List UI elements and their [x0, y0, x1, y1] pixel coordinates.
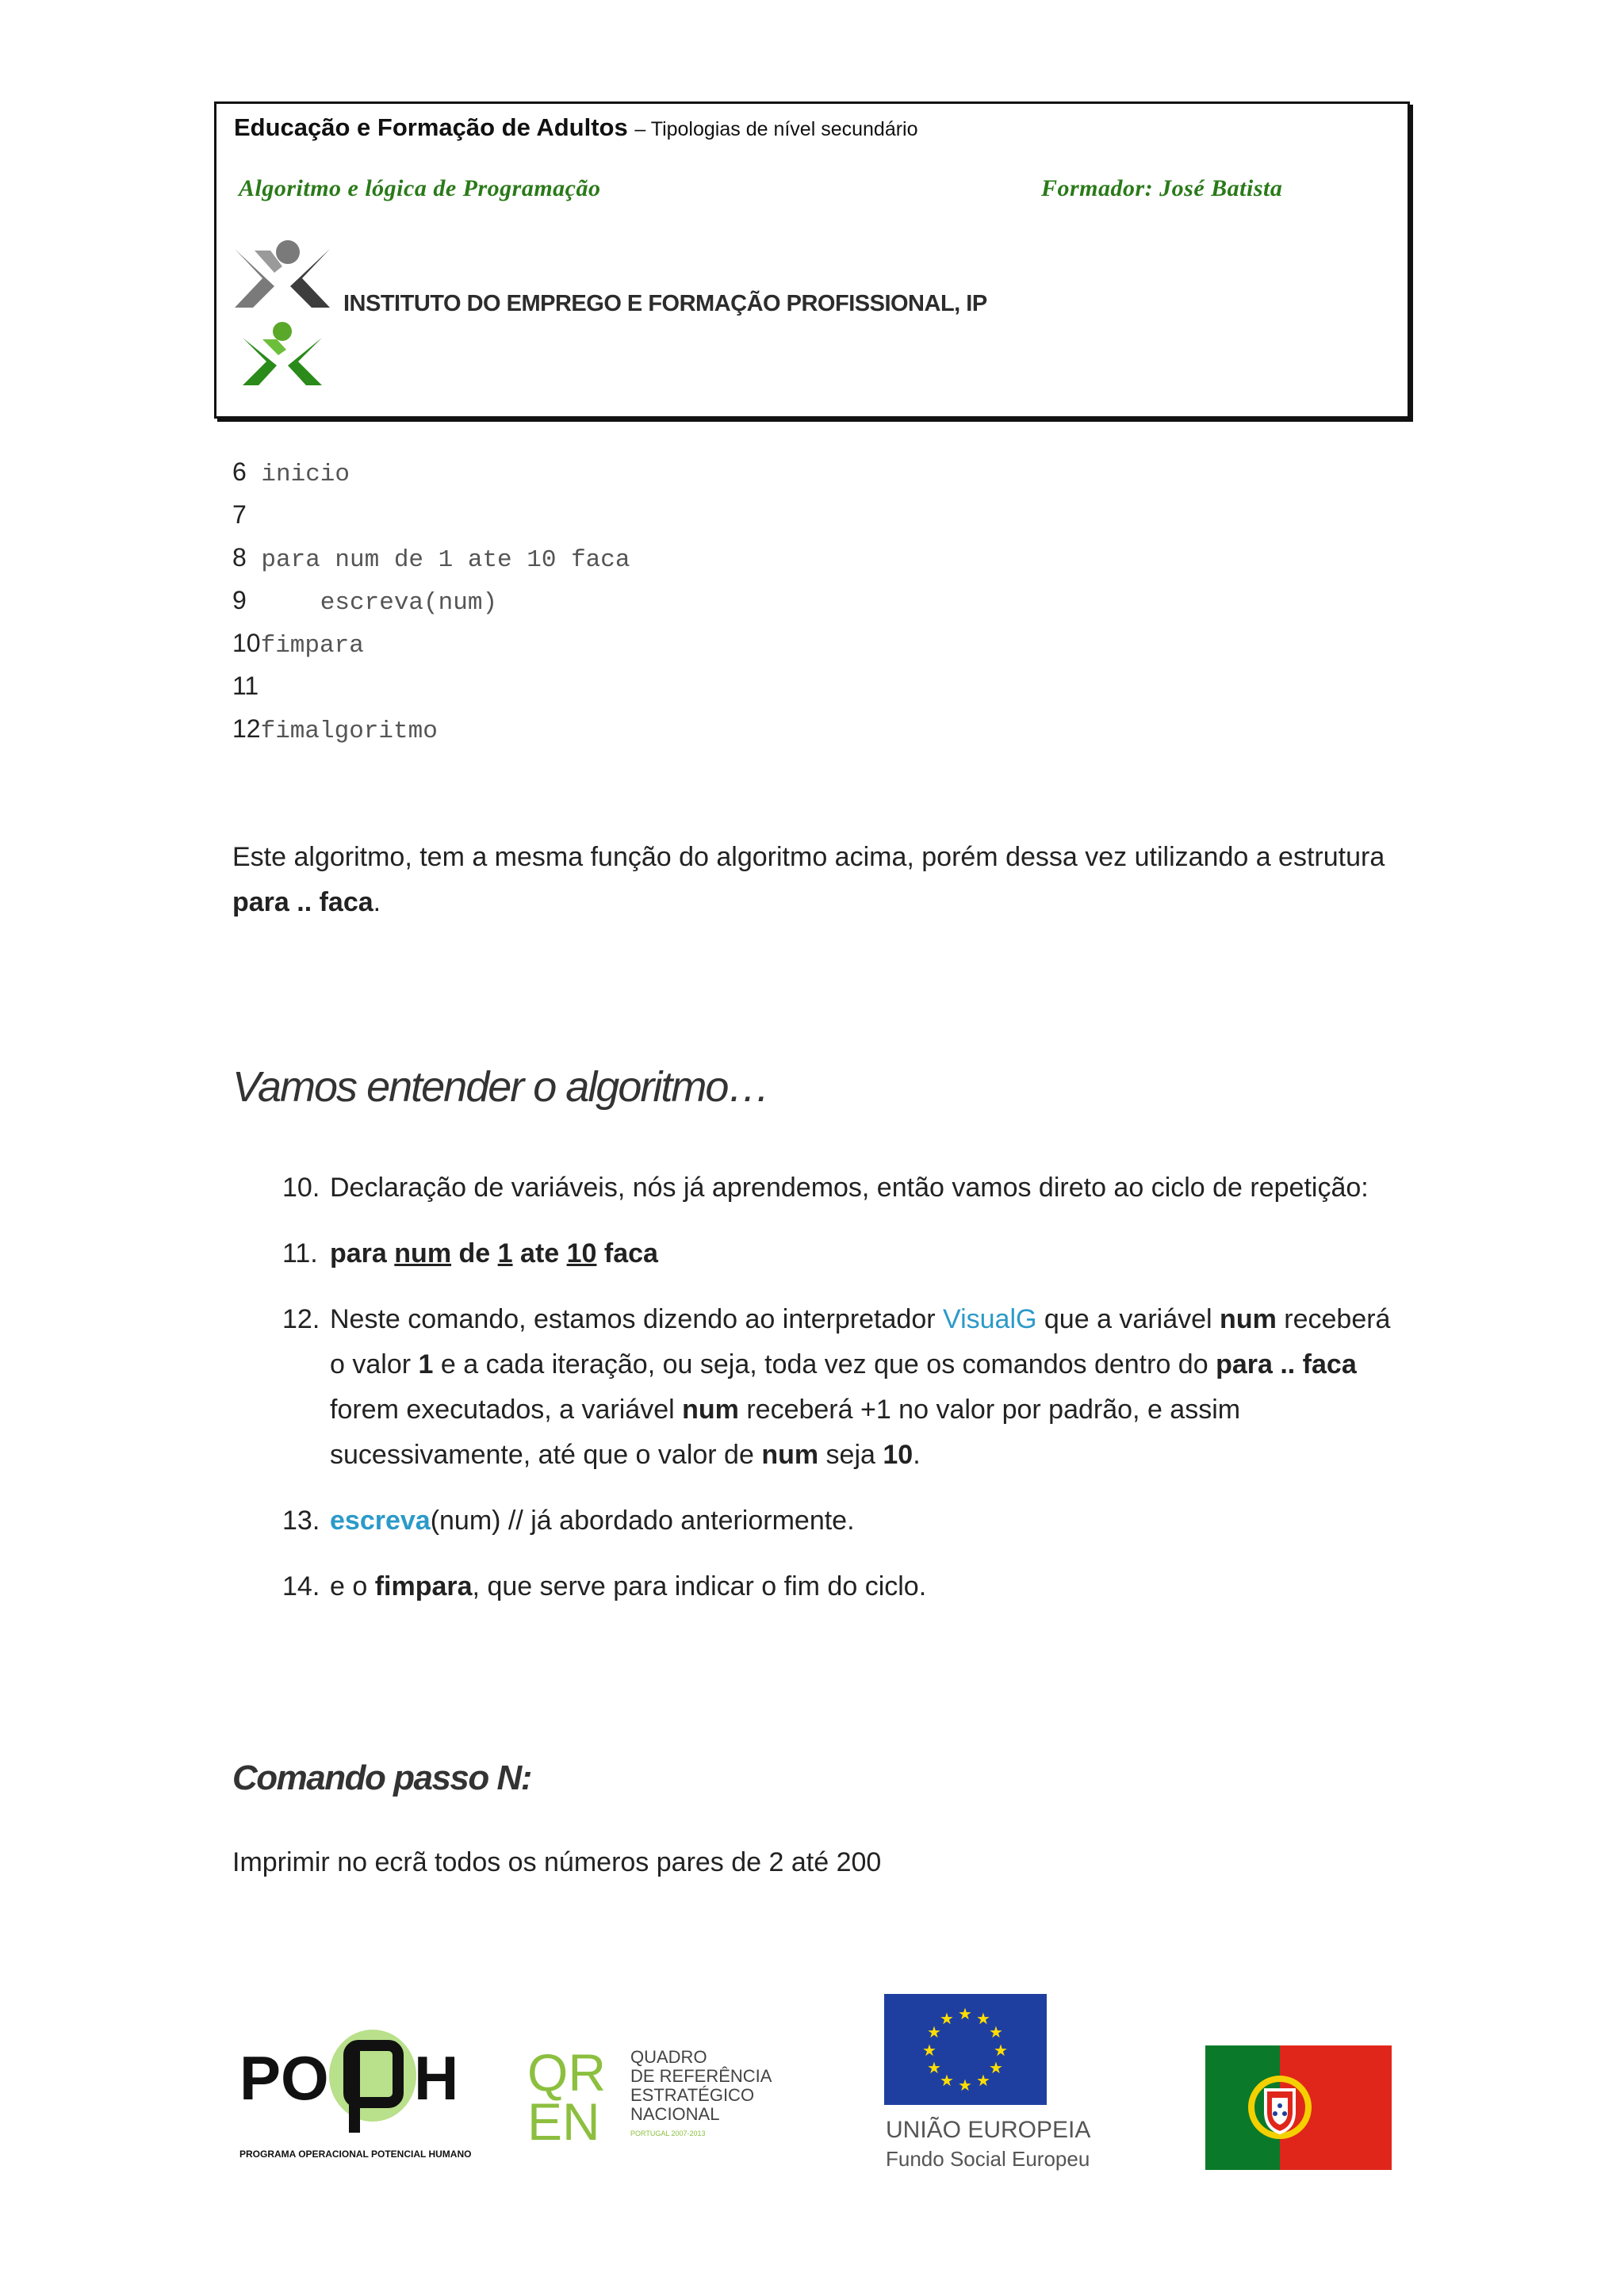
svg-text:★: ★ [958, 2076, 972, 2095]
qren-text [630, 2048, 772, 2143]
line-number: 10 [232, 629, 261, 657]
bold-text: num [1220, 1304, 1277, 1334]
svg-text:H: H [414, 2043, 459, 2113]
svg-text:QR: QR [527, 2043, 606, 2102]
bold-text: num [682, 1395, 739, 1425]
list-text: Neste comando, estamos dizendo ao interpretador [330, 1304, 944, 1334]
keyword: ate [520, 1238, 560, 1269]
list-text: Declaração de variáveis, nós já aprendemos, então vamos direto ao ciclo de repetição: [330, 1173, 1369, 1203]
escreva-link[interactable]: escreva [330, 1506, 431, 1536]
code-line [232, 493, 247, 536]
bold-text: 1 [418, 1349, 434, 1380]
portugal-flag-icon [1205, 2045, 1392, 2170]
institute-name: INSTITUTO DO EMPREGO E FORMAÇÃO PROFISSIONAL, IP [343, 291, 987, 316]
svg-text:★: ★ [976, 2009, 990, 2028]
code-line [232, 622, 364, 664]
bold-text: fimpara [374, 1571, 473, 1601]
list-item [282, 1231, 1408, 1276]
svg-text:★: ★ [922, 2041, 936, 2060]
list-number: 14. [282, 1571, 320, 1601]
poph-logo [238, 2020, 508, 2163]
list-text: receberá o valor [330, 1304, 1391, 1380]
list-text: que a variável [1036, 1304, 1220, 1334]
line-number: 6 [232, 457, 247, 486]
iefp-logo-icon [231, 235, 334, 401]
svg-text:★: ★ [976, 2071, 990, 2090]
list-number: 10. [282, 1173, 320, 1203]
code-text: para num de 1 ate 10 faca [246, 546, 630, 574]
line-number: 9 [232, 586, 247, 614]
poph-caption: PROGRAMA OPERACIONAL POTENCIAL HUMANO [239, 2149, 472, 2160]
qren-logo [527, 2042, 781, 2145]
eu-logo [884, 1994, 1098, 2176]
svg-text:PO: PO [239, 2043, 329, 2113]
svg-text:★: ★ [940, 2009, 954, 2028]
code-line [232, 450, 350, 493]
list-item [282, 1165, 1408, 1211]
explanation-list [282, 1165, 1408, 1630]
svg-text:★: ★ [927, 2022, 941, 2042]
bold-text: para .. faca [1216, 1349, 1357, 1380]
eu-flag-icon [884, 1994, 1047, 2105]
line-number: 7 [232, 500, 247, 529]
intro-end: . [373, 887, 381, 917]
keyword: 10 [566, 1238, 597, 1269]
visualg-link[interactable]: VisualG [943, 1304, 1037, 1334]
document-header [214, 101, 1410, 419]
svg-text:★: ★ [989, 2058, 1003, 2077]
svg-text:EN: EN [527, 2092, 600, 2145]
list-text: receberá +1 no valor por padrão, e assim sucessivamente, até que o valor de [330, 1395, 1241, 1470]
qren-line: ESTRATÉGICO [630, 2085, 755, 2105]
list-text: . [913, 1440, 921, 1470]
section-heading: Vamos entender o algoritmo… [232, 1063, 769, 1111]
course-name: Algoritmo e lógica de Programação [239, 175, 601, 201]
intro-paragraph [232, 835, 1406, 925]
qren-logo-icon [527, 2042, 630, 2145]
qren-line: QUADRO [630, 2047, 707, 2067]
code-line [232, 664, 259, 707]
exercise-text: Imprimir no ecrã todos os números pares de 2 até 200 [232, 1847, 882, 1877]
svg-text:★: ★ [994, 2041, 1008, 2060]
list-item [282, 1498, 1408, 1544]
bold-text: 10 [883, 1440, 914, 1470]
svg-text:★: ★ [958, 2004, 972, 2023]
list-text: (num) // já abordado anteriormente. [430, 1506, 855, 1536]
intro-bold: para .. faca [232, 887, 373, 917]
line-number: 11 [232, 672, 259, 700]
code-text: fimpara [260, 632, 364, 660]
program-title: Educação e Formação de Adultos [234, 113, 628, 141]
qren-line: DE REFERÊNCIA [630, 2066, 772, 2086]
program-subtitle: – Tipologias de nível secundário [634, 118, 918, 140]
svg-text:★: ★ [927, 2058, 941, 2077]
list-text: seja [818, 1440, 883, 1470]
list-item [282, 1297, 1408, 1478]
code-line [232, 536, 630, 579]
bold-text: num [761, 1440, 819, 1470]
poph-logo-icon [238, 2020, 508, 2163]
keyword: faca [603, 1238, 658, 1269]
list-number: 11. [282, 1238, 318, 1269]
trainer-name: Formador: José Batista [1041, 175, 1283, 201]
code-text: inicio [246, 461, 350, 488]
header-title [234, 113, 918, 142]
subheading: Comando passo N: [232, 1758, 531, 1797]
code-line [232, 579, 497, 622]
list-text: forem executados, a variável [330, 1395, 683, 1425]
list-text: , que serve para indicar o fim do ciclo. [472, 1571, 927, 1601]
list-item [282, 1564, 1408, 1609]
line-number: 12 [232, 714, 261, 743]
svg-text:★: ★ [989, 2022, 1003, 2042]
intro-text: Este algoritmo, tem a mesma função do algoritmo acima, porém dessa vez utilizando a estrutura [232, 842, 1385, 872]
keyword: 1 [497, 1238, 513, 1269]
list-number: 13. [282, 1506, 320, 1536]
line-number: 8 [232, 543, 247, 572]
eu-subtitle: Fundo Social Europeu [886, 2147, 1090, 2171]
list-number: 12. [282, 1304, 320, 1334]
keyword: para [330, 1238, 387, 1269]
code-line [232, 707, 438, 750]
keyword: de [458, 1238, 491, 1269]
code-text: escreva(num) [246, 589, 498, 617]
svg-text:★: ★ [940, 2071, 954, 2090]
list-text: e o [330, 1571, 375, 1601]
keyword: num [394, 1238, 452, 1269]
qren-line: NACIONAL [630, 2104, 720, 2124]
qren-small: PORTUGAL 2007-2013 [630, 2130, 706, 2137]
list-text: e a cada iteração, ou seja, toda vez que os comandos dentro do [433, 1349, 1216, 1380]
eu-title: UNIÃO EUROPEIA [886, 2117, 1091, 2143]
code-text: fimalgoritmo [260, 718, 438, 745]
